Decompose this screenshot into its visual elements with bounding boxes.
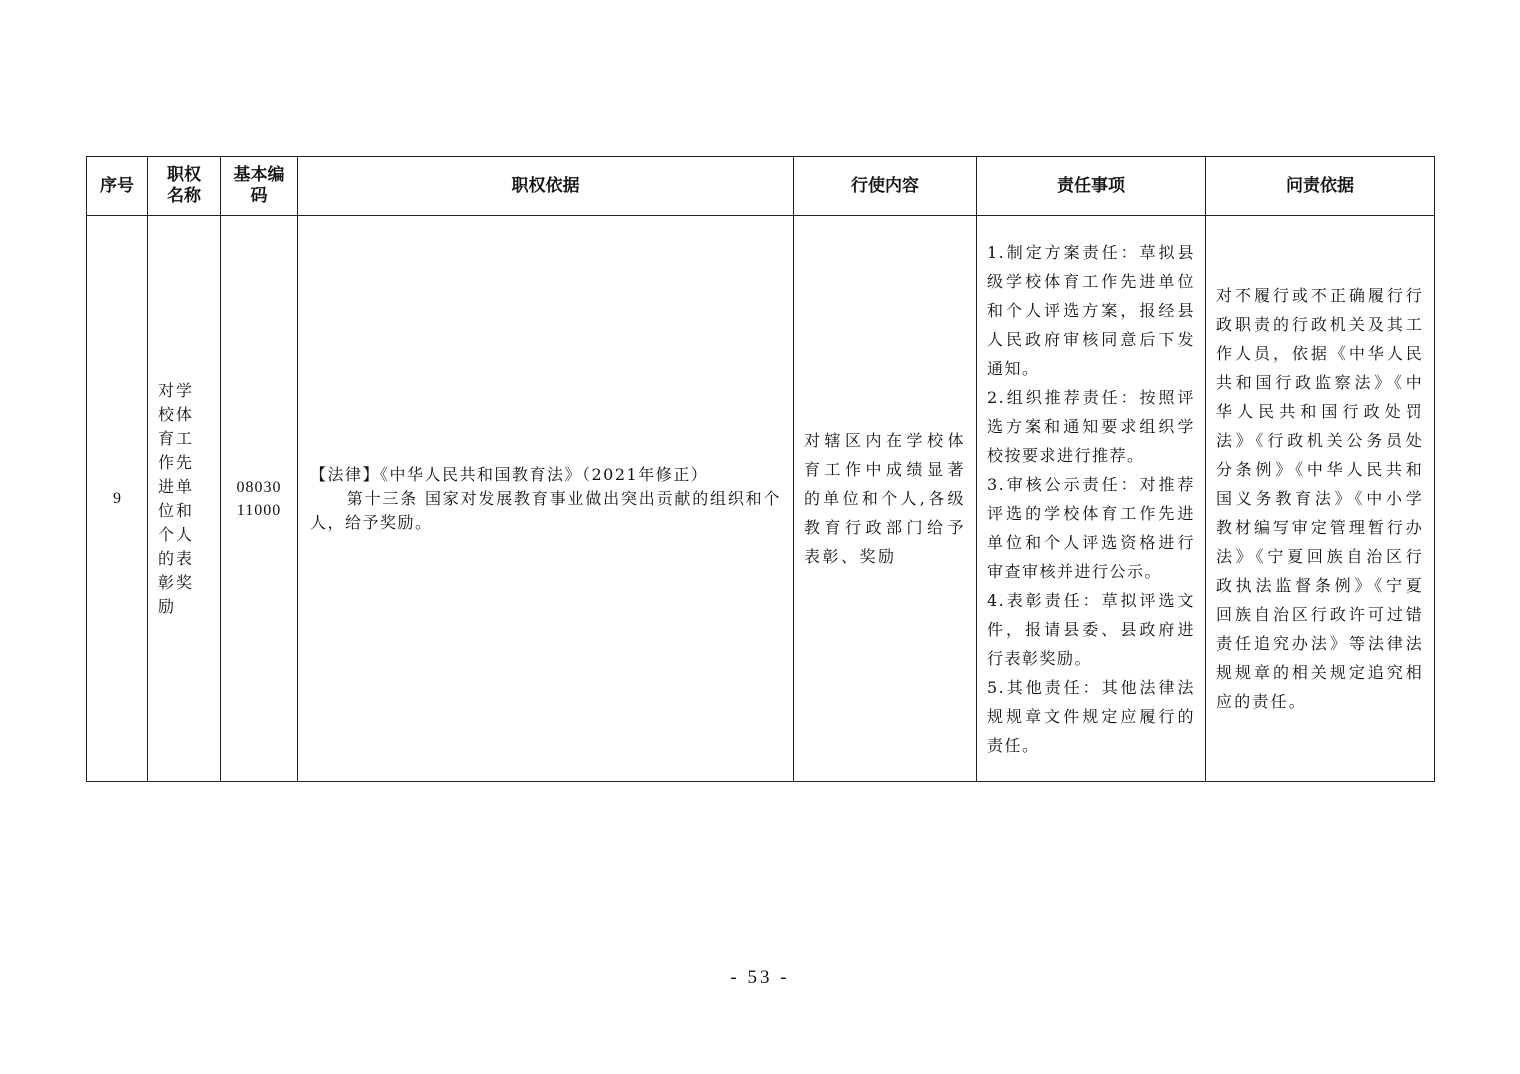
responsibility-item: 1.制定方案责任：草拟县级学校体育工作先进单位和个人评选方案，报经县人民政府审核同意后下发通知。 <box>987 242 1195 378</box>
responsibility-item: 5.其他责任：其他法律法规规章文件规定应履行的责任。 <box>987 677 1195 755</box>
responsibility-item: 2.组织推荐责任：按照评选方案和通知要求组织学校按要求进行推荐。 <box>987 387 1195 465</box>
page-number: - 53 - <box>730 967 790 988</box>
power-name: 对学校体育工作先进单位和个人的表彰奖励 <box>158 380 195 616</box>
cell-responsibility <box>977 216 1206 782</box>
basis-article-text: 第十三条 国家对发展教育事业做出突出贡献的组织和个人，给予奖励。 <box>310 488 781 532</box>
header-content: 行使内容 <box>794 157 977 216</box>
responsibility-item: 4.表彰责任：草拟评选文件，报请县委、县政府进行表彰奖励。 <box>987 590 1195 668</box>
cell-content: 对辖区内在学校体育工作中成绩显著的单位和个人,各级教育行政部门给予表彰、奖励 <box>794 216 977 782</box>
cell-accountability: 对不履行或不正确履行行政职责的行政机关及其工作人员，依据《中华人民共和国行政监察法》《中华人民共和国行政处罚法》《行政机关公务员处分条例》《中华人民共和国义务教育法》《中小学教材编写审定管理暂行办法》《宁夏回族自治区行政执法监督条例》《宁夏回族自治区行政许可过错责任追究办法》等法律法规规章的相关规定追究相应的责任。 <box>1206 216 1435 782</box>
header-seq: 序号 <box>87 157 148 216</box>
cell-seq: 9 <box>87 216 148 782</box>
cell-code <box>221 216 298 782</box>
header-responsibility: 责任事项 <box>977 157 1206 216</box>
header-code: 基本编码 <box>221 157 298 216</box>
basis-law-title: 【法律】《中华人民共和国教育法》（2021年修正） <box>310 464 709 484</box>
header-basis: 职权依据 <box>298 157 794 216</box>
code-line-1: 08030 <box>236 478 282 496</box>
responsibility-item: 3.审核公示责任：对推荐评选的学校体育工作先进单位和个人评选资格进行审查审核并进行公示。 <box>987 474 1195 581</box>
table-header-row <box>87 157 1435 216</box>
duty-table <box>86 156 1435 782</box>
cell-name <box>148 216 221 782</box>
header-name: 职权名称 <box>148 157 221 216</box>
header-accountability: 问责依据 <box>1206 157 1435 216</box>
table-row <box>87 216 1435 782</box>
code-line-2: 11000 <box>236 501 282 519</box>
cell-basis <box>298 216 794 782</box>
